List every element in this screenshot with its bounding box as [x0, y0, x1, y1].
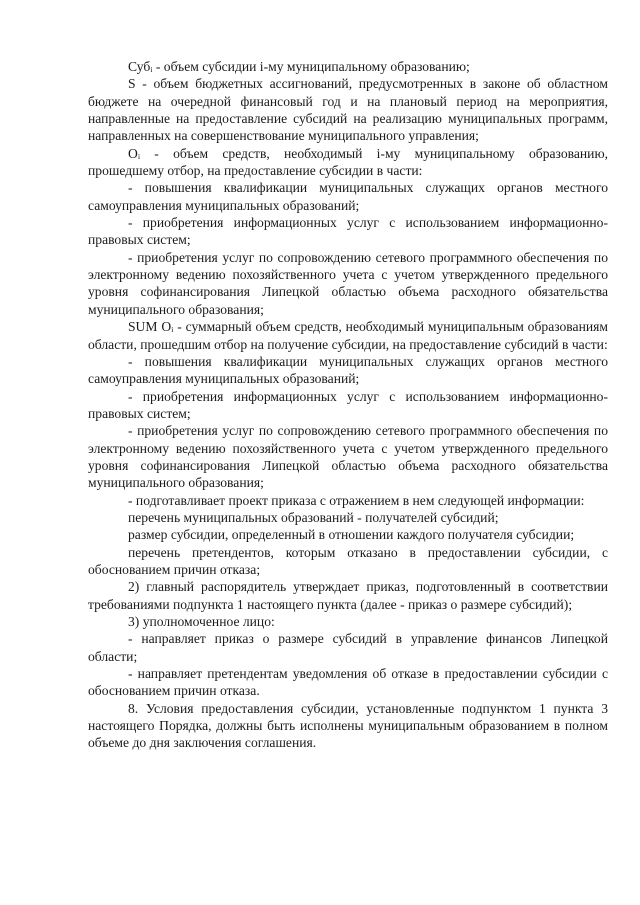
list-item-send-refusals: - направляет претендентам уведомления об отказе в предоставлении субсидии с обоснованием причин отказа.: [88, 666, 608, 699]
paragraph-authorized-person: 3) уполномоченное лицо:: [128, 614, 275, 629]
list-item-recipients-list: перечень муниципальных образований - получателей субсидий;: [128, 509, 499, 525]
list-item-information-services: - приобретения информационных услуг с использованием информационно-правовых систем;: [88, 215, 608, 248]
list-item-qualification-total: - повышения квалификации муниципальных служащих органов местного самоуправления муниципальных образований;: [88, 353, 608, 387]
list-item-refused-applicants: перечень претендентов, которым отказано в предоставлении субсидии, с обоснованием причин отказа;: [88, 544, 608, 577]
paragraph-budget-allocations-definition: S - объем бюджетных ассигнований, предусмотренных в законе об областном бюджете на очередной финансовый год и на плановый период на мероприятия, направленные на предоставление субсидий на реализацию муниципальных программ, направленных на совершенствование муниципального управления;: [88, 76, 608, 144]
paragraph-required-funds-definition: Oᵢ - объем средств, необходимый i-му муниципальному образованию, прошедшему отбор, на предоставление субсидии в части:: [88, 145, 608, 179]
list-item-subsidy-size: размер субсидии, определенный в отношении каждого получателя субсидии;: [128, 527, 575, 543]
list-item-information-services-total: - приобретения информационных услуг с использованием информационно-правовых систем;: [88, 388, 608, 421]
paragraph-order-approval: 2) главный распорядитель утверждает приказ, подготовленный в соответствии требованиями подпункта 1 настоящего пункта (далее - приказ о размере субсидий);: [88, 579, 608, 612]
list-item-software-support-total: - приобретения услуг по сопровождению сетевого программного обеспечения по электронному ведению похозяйственного учета с учетом утвержденного предельного уровня софинансирования Липецкой областью объема расходного обязательства муниципального образования;: [88, 423, 608, 491]
document-body: [88, 58, 608, 752]
paragraph-subsidy-volume-definition: Субᵢ - объем субсидии i-му муниципальному образованию;: [128, 59, 470, 74]
list-item-send-order: - направляет приказ о размере субсидий в управление финансов Липецкой области;: [88, 631, 608, 664]
list-item-prepare-order: - подготавливает проект приказа с отражением в нем следующей информации:: [128, 492, 585, 508]
paragraph-section-8-conditions: 8. Условия предоставления субсидии, установленные подпунктом 1 пункта 3 настоящего Порядка, должны быть исполнены муниципальным образованием в полном объеме до дня заключения соглашения.: [88, 700, 608, 751]
paragraph-total-funds-definition: SUM Oᵢ - суммарный объем средств, необходимый муниципальным образованиям области, прошедшим отбор на получение субсидии, на предоставление субсидий в части:: [88, 319, 608, 352]
list-item-software-support: - приобретения услуг по сопровождению сетевого программного обеспечения по электронному ведению похозяйственного учета с учетом утвержденного предельного уровня софинансирования Липецкой областью объема расходного обязательства муниципального образования;: [88, 249, 608, 317]
list-item-qualification: - повышения квалификации муниципальных служащих органов местного самоуправления муниципальных образований;: [88, 180, 608, 213]
